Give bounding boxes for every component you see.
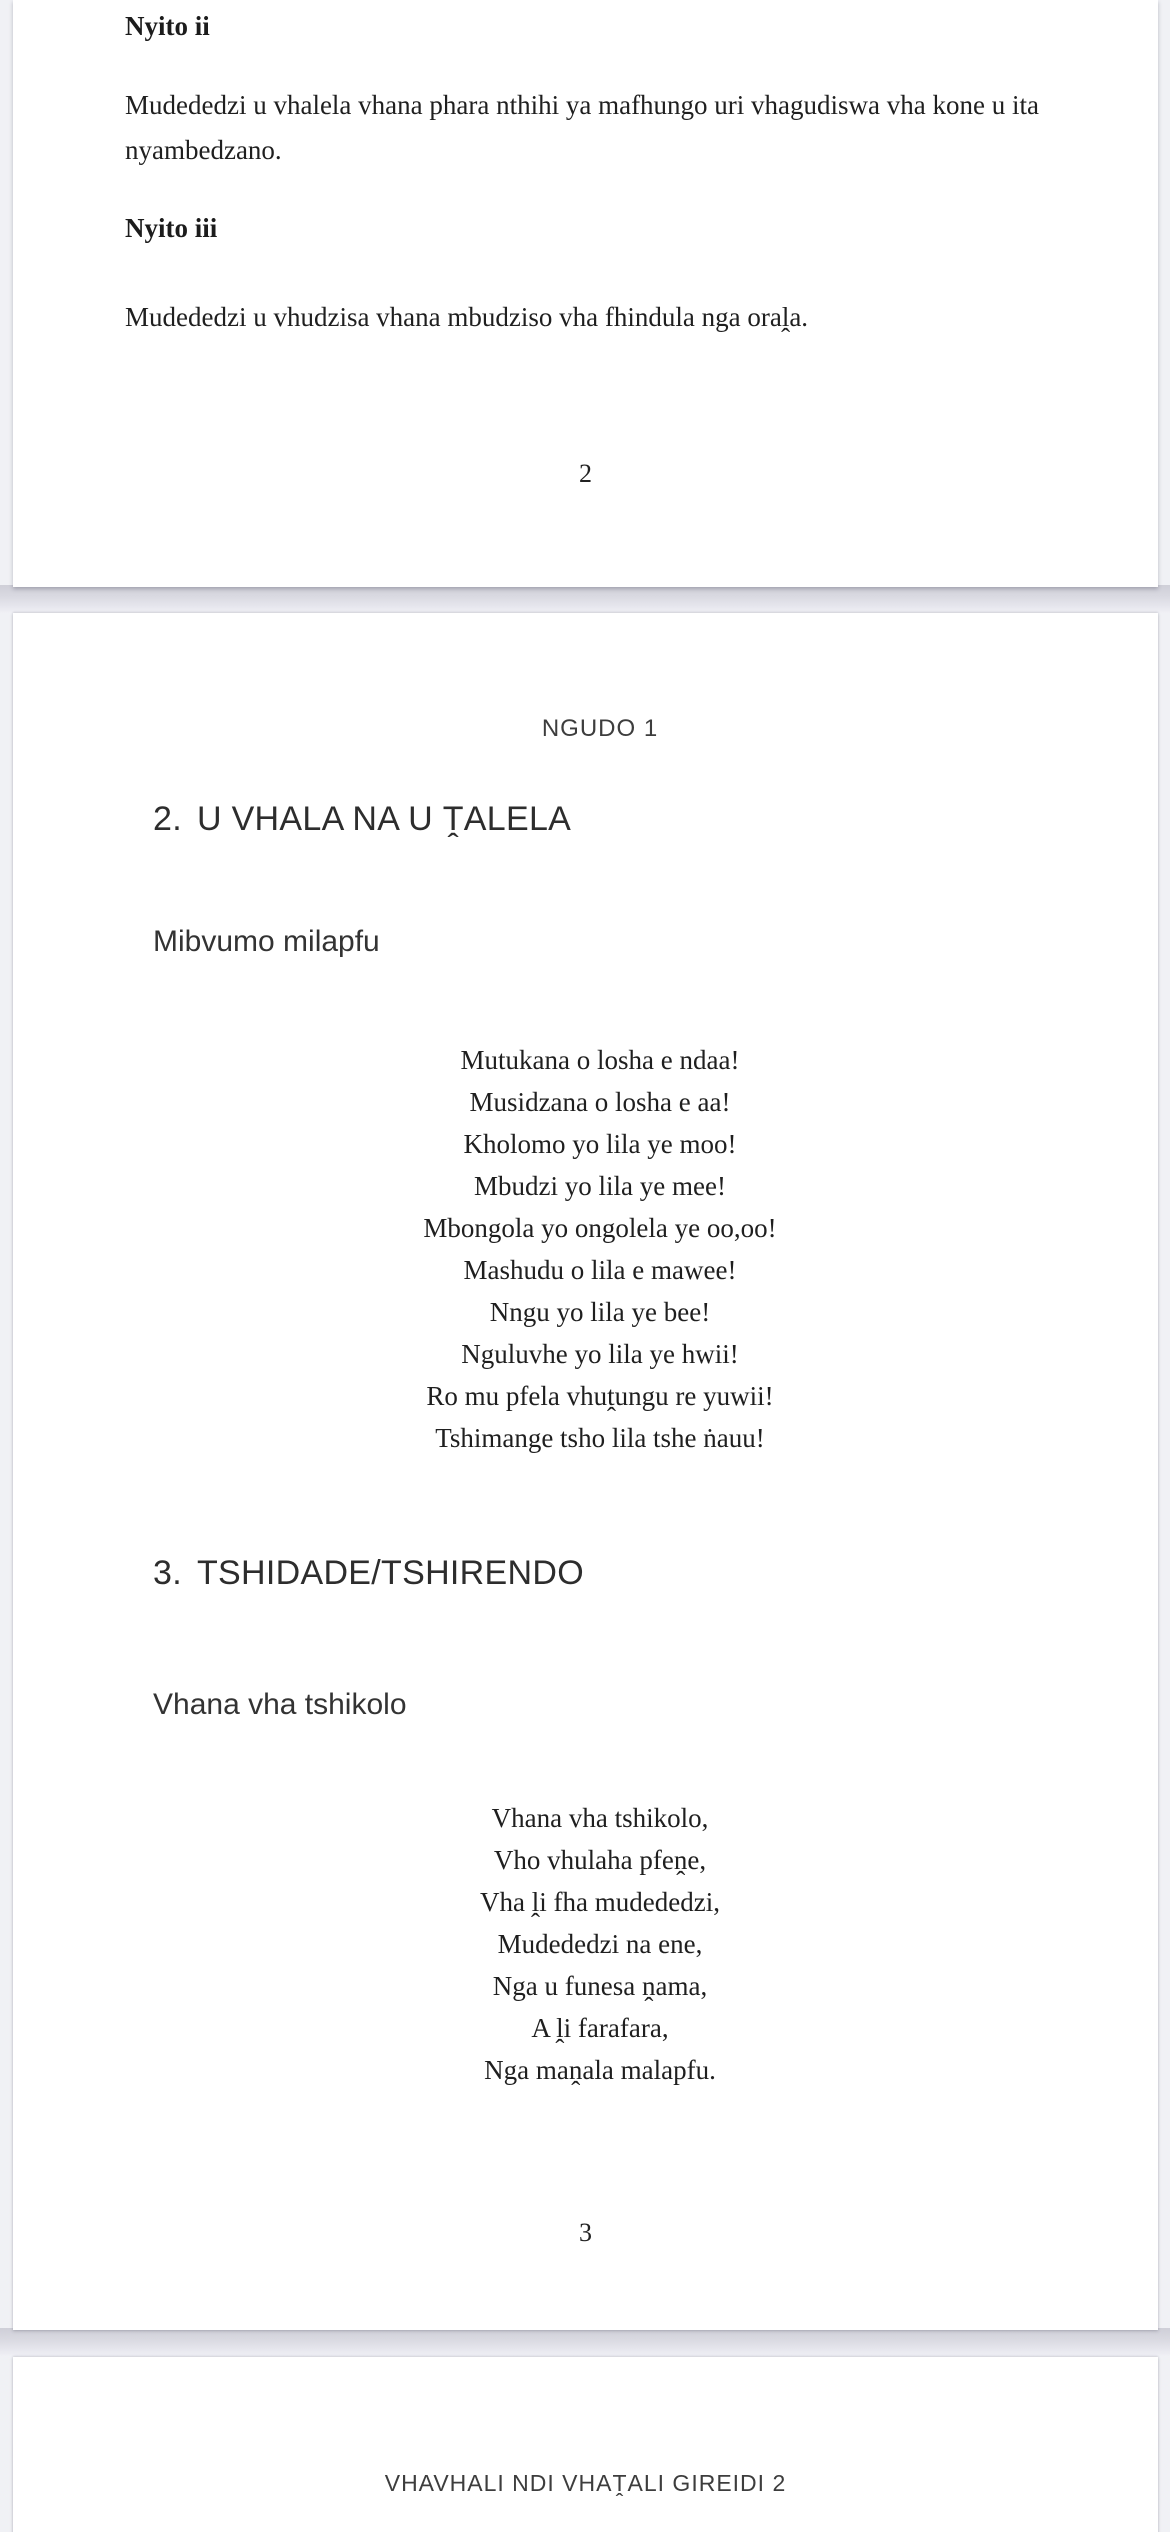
activity-heading-ii: Nyito ii [125,11,210,41]
section-number: 3. [153,1554,182,1592]
poem-line: Vha ḽi fha mudededzi, [480,1887,720,1917]
book-title: VHAVHALI NDI VHAṰALI GIREIDI 2 [384,2470,787,2496]
activity-paragraph-ii: Mudededzi u vhalela vhana phara nthihi ya mafhungo uri vhagudiswa vha kone u ita nyambedzano. [125,90,1039,165]
poem-tshidade [127,1797,1073,2091]
running-head: NGUDO 1 [541,715,659,742]
poem-line: Mutukana o losha e ndaa! [460,1045,740,1075]
poem-line: Ro mu pfela vhuṱungu re yuwii! [426,1381,774,1411]
section-number: 2. [153,800,182,838]
poem-line: Vhana vha tshikolo, [491,1803,709,1833]
poem-line: Mbudzi yo lila ye mee! [474,1171,726,1201]
poem-line: Mudededzi na ene, [497,1929,703,1959]
document-page-4 [13,2357,1158,2532]
section-heading-2 [153,794,571,844]
activity-paragraph-iii: Mudededzi u vhudzisa vhana mbudziso vha fhindula nga oraḽa. [125,302,809,332]
poem-line: Mashudu o lila e mawee! [463,1255,737,1285]
poem-line: Nga maṋala malapfu. [484,2055,716,2085]
poem-line: A ḽi farafara, [531,2013,669,2043]
poem-mibvumo [127,1039,1073,1459]
section-title: U VHALA NA U ṰALELA [196,800,572,838]
section-subtitle: Mibvumo milapfu [153,925,380,958]
page-number: 2 [579,459,592,488]
poem-line: Tshimange tsho lila tshe ṅauu! [435,1423,765,1453]
section-subtitle: Vhana vha tshikolo [153,1688,407,1721]
page-number: 3 [579,2218,592,2247]
poem-line: Kholomo yo lila ye moo! [463,1129,737,1159]
page-gap [0,585,1170,613]
poem-line: Nga u funesa ṋama, [492,1971,708,2001]
document-page-2 [13,0,1158,587]
section-heading-3 [153,1548,584,1598]
document-page-3 [13,613,1158,2330]
activity-heading-iii: Nyito iii [125,213,218,243]
poem-line: Nngu yo lila ye bee! [489,1297,711,1327]
poem-line: Musidzana o losha e aa! [469,1087,731,1117]
section-title: TSHIDADE/TSHIRENDO [196,1554,584,1592]
page-gap [0,2328,1170,2356]
poem-line: Vho vhulaha pfeṋe, [493,1845,707,1875]
poem-line: Mbongola yo ongolela ye oo,oo! [423,1213,777,1243]
poem-line: Nguluvhe yo lila ye hwii! [461,1339,739,1369]
